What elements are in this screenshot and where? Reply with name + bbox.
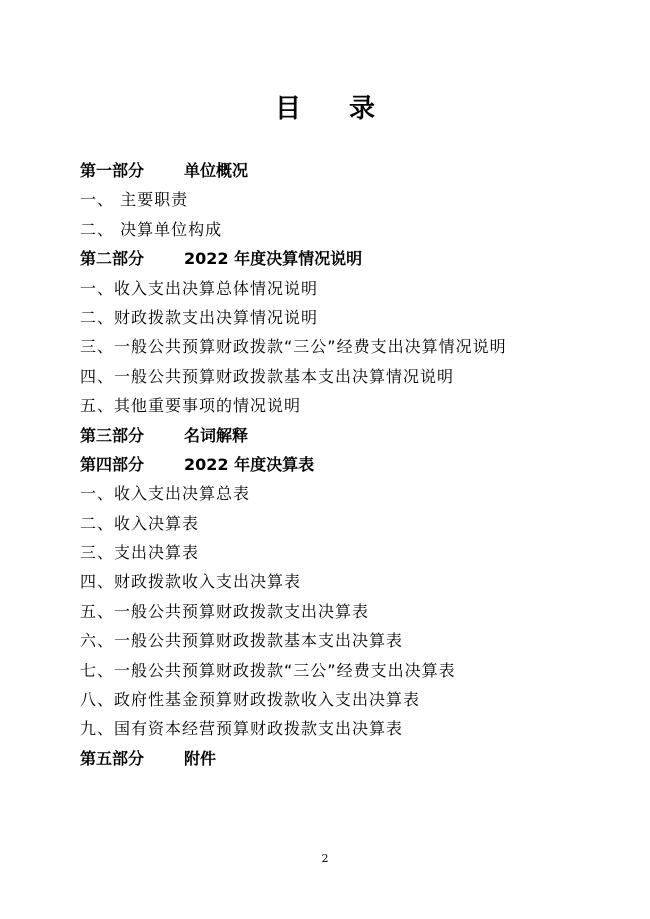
toc-part-heading[interactable] <box>80 244 600 273</box>
toc-part-heading[interactable] <box>80 156 600 185</box>
toc-item[interactable]: 一、收入支出决算总表 <box>80 484 251 504</box>
toc-item[interactable]: 二、 决算单位构成 <box>80 219 223 239</box>
title-char-2: 录 <box>349 94 376 124</box>
toc-part-title: 名词解释 <box>184 425 249 445</box>
toc-part-title: 2022 年度决算情况说明 <box>184 249 363 269</box>
toc-item[interactable]: 二、财政拨款支出决算情况说明 <box>80 307 319 327</box>
toc-part-heading[interactable] <box>80 421 600 450</box>
toc-part-label: 第四部分 <box>80 454 145 474</box>
toc-item[interactable]: 三、支出决算表 <box>80 543 200 563</box>
toc-part-heading[interactable] <box>80 744 600 773</box>
toc-item[interactable]: 五、一般公共预算财政拨款支出决算表 <box>80 601 370 621</box>
toc-item[interactable]: 一、 主要职责 <box>80 190 189 210</box>
toc-part-title: 附件 <box>184 748 217 768</box>
toc-item[interactable]: 八、政府性基金预算财政拨款收入支出决算表 <box>80 690 421 710</box>
toc-item[interactable]: 七、一般公共预算财政拨款“三公”经费支出决算表 <box>80 660 456 680</box>
toc-item[interactable]: 九、国有资本经营预算财政拨款支出决算表 <box>80 719 404 739</box>
toc-part-label: 第一部分 <box>80 161 145 180</box>
toc-part-heading[interactable] <box>80 450 600 479</box>
toc-part-label: 第五部分 <box>80 748 145 768</box>
page-title <box>0 88 650 125</box>
toc-part-label: 第二部分 <box>80 249 145 269</box>
toc-item[interactable]: 五、其他重要事项的情况说明 <box>80 396 302 416</box>
toc-part-title: 单位概况 <box>184 161 249 180</box>
toc-item[interactable]: 三、一般公共预算财政拨款“三公”经费支出决算情况说明 <box>80 337 507 357</box>
page-number: 2 <box>321 852 329 865</box>
toc-item[interactable]: 六、一般公共预算财政拨款基本支出决算表 <box>80 631 404 651</box>
toc-item[interactable]: 一、收入支出决算总体情况说明 <box>80 278 319 298</box>
toc-item[interactable]: 二、收入决算表 <box>80 513 200 533</box>
toc-part-title: 2022 年度决算表 <box>184 454 315 474</box>
table-of-contents <box>80 156 600 773</box>
toc-item[interactable]: 四、财政拨款收入支出决算表 <box>80 572 302 592</box>
toc-part-label: 第三部分 <box>80 425 145 445</box>
toc-item[interactable]: 四、一般公共预算财政拨款基本支出决算情况说明 <box>80 366 455 386</box>
title-char-1: 目 <box>274 94 301 124</box>
